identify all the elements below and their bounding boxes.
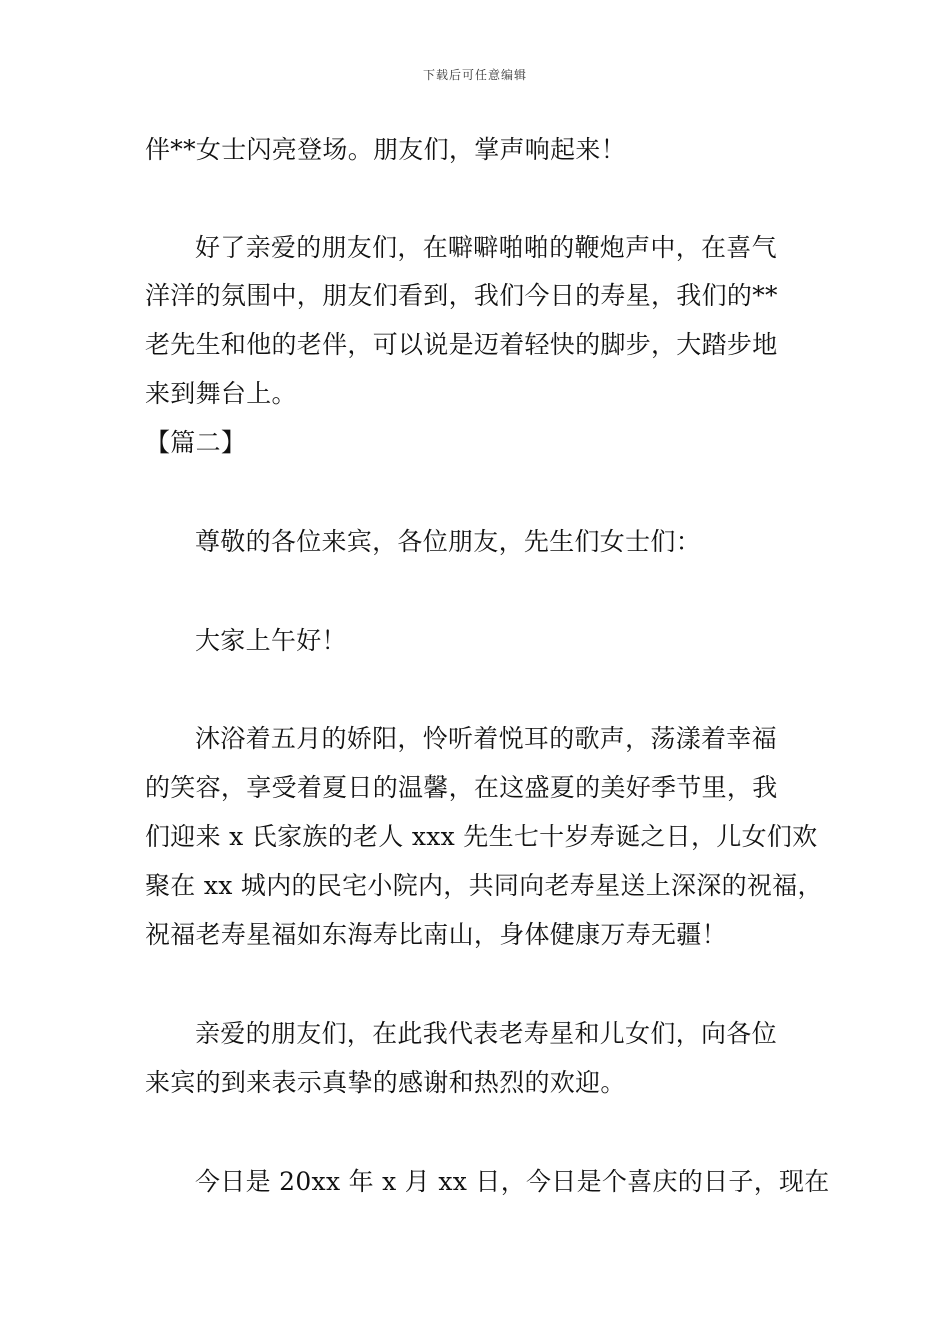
- text-line: 洋洋的氛围中，朋友们看到，我们今日的寿星，我们的**: [145, 281, 778, 310]
- text-line: 聚在 xx 城内的民宅小院内，共同向老寿星送上深深的祝福，: [145, 871, 823, 900]
- header-note: 下载后可任意编辑: [422, 68, 527, 82]
- text-line: 老先生和他的老伴，可以说是迈着轻快的脚步，大踏步地: [145, 330, 778, 359]
- text-line: 尊敬的各位来宾，各位朋友，先生们女士们：: [195, 527, 702, 556]
- text-line: 好了亲爱的朋友们，在噼噼啪啪的鞭炮声中，在喜气: [195, 233, 777, 262]
- text-line: 今日是 20xx 年 x 月 xx 日，今日是个喜庆的日子，现在: [195, 1167, 830, 1196]
- text-line: 亲爱的朋友们，在此我代表老寿星和儿女们，向各位: [195, 1019, 777, 1048]
- text-line: 伴**女士闪亮登场。朋友们，掌声响起来！: [145, 135, 627, 164]
- text-line: 的笑容，享受着夏日的温馨，在这盛夏的美好季节里，我: [145, 773, 778, 802]
- text-line: 来到舞台上。: [145, 379, 297, 408]
- text-line: 来宾的到来表示真挚的感谢和热烈的欢迎。: [145, 1068, 626, 1097]
- text-line: 大家上午好！: [195, 626, 347, 655]
- section-title: 【篇二】: [145, 428, 247, 457]
- text-line: 们迎来 x 氏家族的老人 xxx 先生七十岁寿诞之日，儿女们欢: [145, 822, 818, 851]
- text-line: 沐浴着五月的娇阳，怜听着悦耳的歌声，荡漾着幸福: [195, 724, 777, 753]
- text-line: 祝福老寿星福如东海寿比南山，身体健康万寿无疆！: [145, 920, 727, 949]
